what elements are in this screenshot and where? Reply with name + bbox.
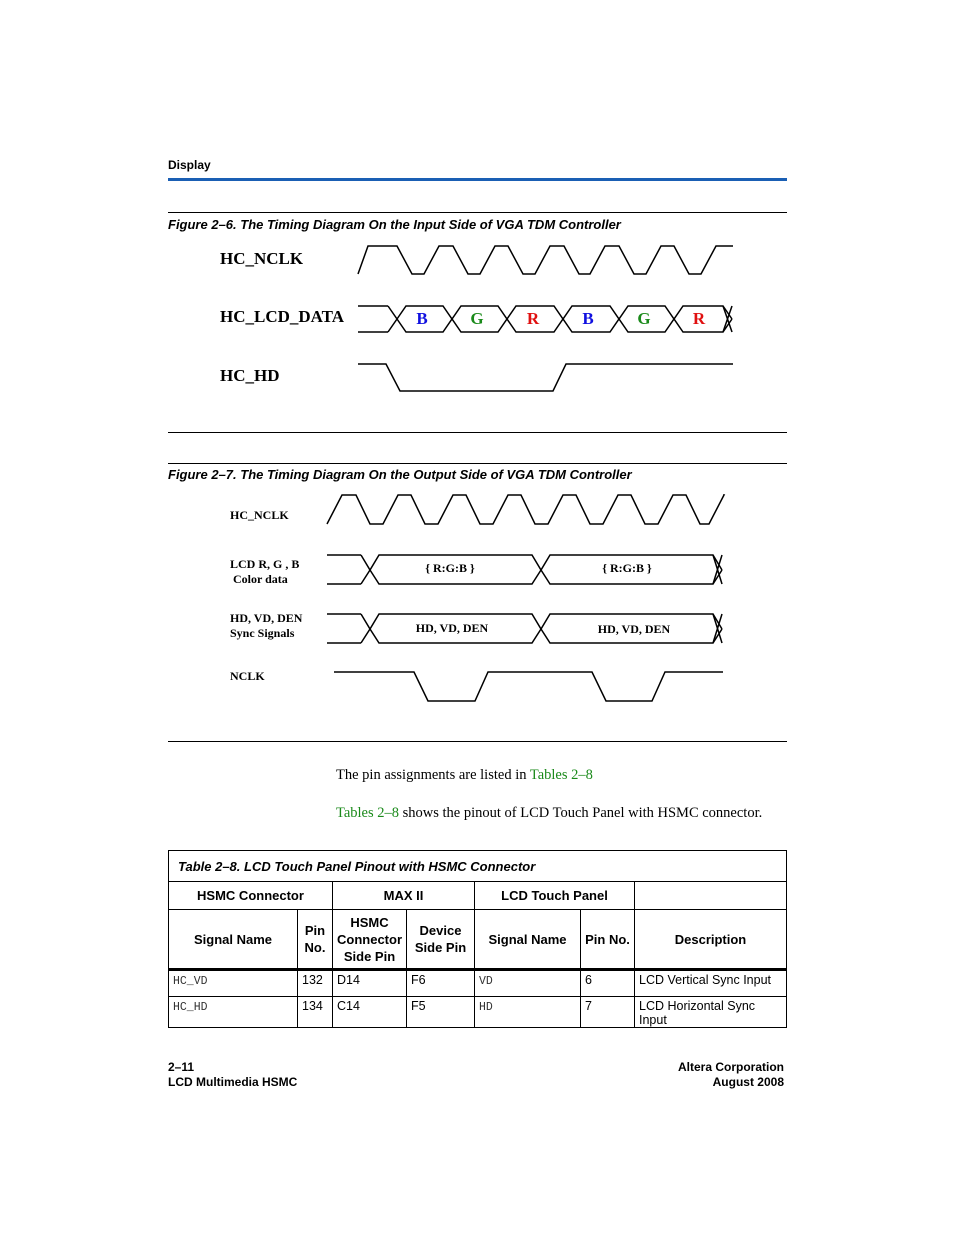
table-link[interactable]: Tables 2–8 xyxy=(529,767,593,783)
company-name: Altera Corporation xyxy=(677,1060,784,1074)
figure-7-timing-diagram xyxy=(168,490,787,715)
table-title: Table 2–8. LCD Touch Panel Pinout with HSMC Connector xyxy=(169,851,787,882)
signal-label-hd-vd-den: HD, VD, DEN xyxy=(230,611,303,625)
group-header: LCD Touch Panel xyxy=(475,882,635,910)
section-header: Display xyxy=(168,158,211,172)
data-slot-label: B xyxy=(582,309,594,328)
rgb-box-label: { R:G:B } xyxy=(602,561,652,575)
table-link[interactable]: Tables 2–8 xyxy=(336,805,400,821)
figure-6-timing-diagram xyxy=(168,236,787,416)
group-header xyxy=(635,882,787,910)
paragraph-text: The pin assignments are listed in xyxy=(336,767,530,783)
document-title: LCD Multimedia HSMC xyxy=(168,1075,298,1089)
column-header: Signal Name xyxy=(169,910,298,970)
pinout-table xyxy=(168,850,787,1028)
cell-signal-name: HC_VD xyxy=(169,970,298,997)
signal-label-hc-hd: HC_HD xyxy=(220,366,280,385)
hc-lcd-data-bus xyxy=(358,306,732,332)
sync-box-label: HD, VD, DEN xyxy=(597,622,671,636)
hc-hd-waveform xyxy=(358,364,733,391)
cell-device-side-pin: F5 xyxy=(407,997,475,1028)
column-header: Signal Name xyxy=(475,910,581,970)
header-rule xyxy=(168,178,787,181)
paragraph-pinout xyxy=(336,805,762,822)
hc-nclk-waveform xyxy=(358,246,733,274)
footer-left xyxy=(168,1060,297,1090)
cell-lcd-signal-name: HD xyxy=(475,997,581,1028)
nclk-waveform xyxy=(334,672,723,701)
figure-7-caption: Figure 2–7. The Timing Diagram On the Output Side of VGA TDM Controller xyxy=(168,467,632,482)
sync-box-label: HD, VD, DEN xyxy=(415,621,489,635)
rgb-box-label: { R:G:B } xyxy=(425,561,475,575)
cell-description: LCD Horizontal Sync Input xyxy=(635,997,787,1028)
figure-top-rule xyxy=(168,212,787,213)
figure-7-top-rule xyxy=(168,463,787,464)
figure-7-bottom-rule xyxy=(168,741,787,742)
signal-label-hc-lcd-data: HC_LCD_DATA xyxy=(220,307,345,326)
column-header: HSMC Connector Side Pin xyxy=(333,910,407,970)
signal-label-color-data: Color data xyxy=(230,572,288,586)
cell-signal-name: HC_HD xyxy=(169,997,298,1028)
column-header: Device Side Pin xyxy=(407,910,475,970)
page-number: 2–11 xyxy=(168,1060,195,1074)
publication-date: August 2008 xyxy=(712,1075,784,1089)
data-slot-label: R xyxy=(692,309,706,328)
cell-lcd-pin-no: 6 xyxy=(581,970,635,997)
data-slot-label: G xyxy=(637,309,651,328)
paragraph-text: shows the pinout of LCD Touch Panel with HSMC connector. xyxy=(399,805,763,821)
cell-pin-no: 132 xyxy=(298,970,333,997)
signal-label-hc-nclk: HC_NCLK xyxy=(230,508,289,522)
data-slot-label: B xyxy=(416,309,428,328)
signal-label-sync-signals: Sync Signals xyxy=(230,626,295,640)
cell-description: LCD Vertical Sync Input xyxy=(635,970,787,997)
data-slot-label: R xyxy=(526,309,540,328)
signal-label-hc-nclk: HC_NCLK xyxy=(220,249,304,268)
cell-connector-side-pin: C14 xyxy=(333,997,407,1028)
cell-connector-side-pin: D14 xyxy=(333,970,407,997)
group-header: MAX II xyxy=(333,882,475,910)
table-row xyxy=(169,970,787,997)
signal-label-lcd-rgb: LCD R, G , B xyxy=(230,557,300,571)
cell-lcd-signal-name: VD xyxy=(475,970,581,997)
cell-lcd-pin-no: 7 xyxy=(581,997,635,1028)
lcd-rgb-bus xyxy=(327,555,722,584)
group-header: HSMC Connector xyxy=(169,882,333,910)
cell-device-side-pin: F6 xyxy=(407,970,475,997)
cell-pin-no: 134 xyxy=(298,997,333,1028)
footer-right xyxy=(678,1060,784,1090)
figure-6-caption: Figure 2–6. The Timing Diagram On the Input Side of VGA TDM Controller xyxy=(168,217,621,232)
column-header: Pin No. xyxy=(581,910,635,970)
column-header: Pin No. xyxy=(298,910,333,970)
table-row xyxy=(169,997,787,1028)
hc-nclk-waveform xyxy=(327,495,724,524)
figure-6-bottom-rule xyxy=(168,432,787,433)
data-slot-label: G xyxy=(470,309,484,328)
paragraph-pin-assignments xyxy=(336,767,593,784)
column-header: Description xyxy=(635,910,787,970)
signal-label-nclk: NCLK xyxy=(230,669,265,683)
